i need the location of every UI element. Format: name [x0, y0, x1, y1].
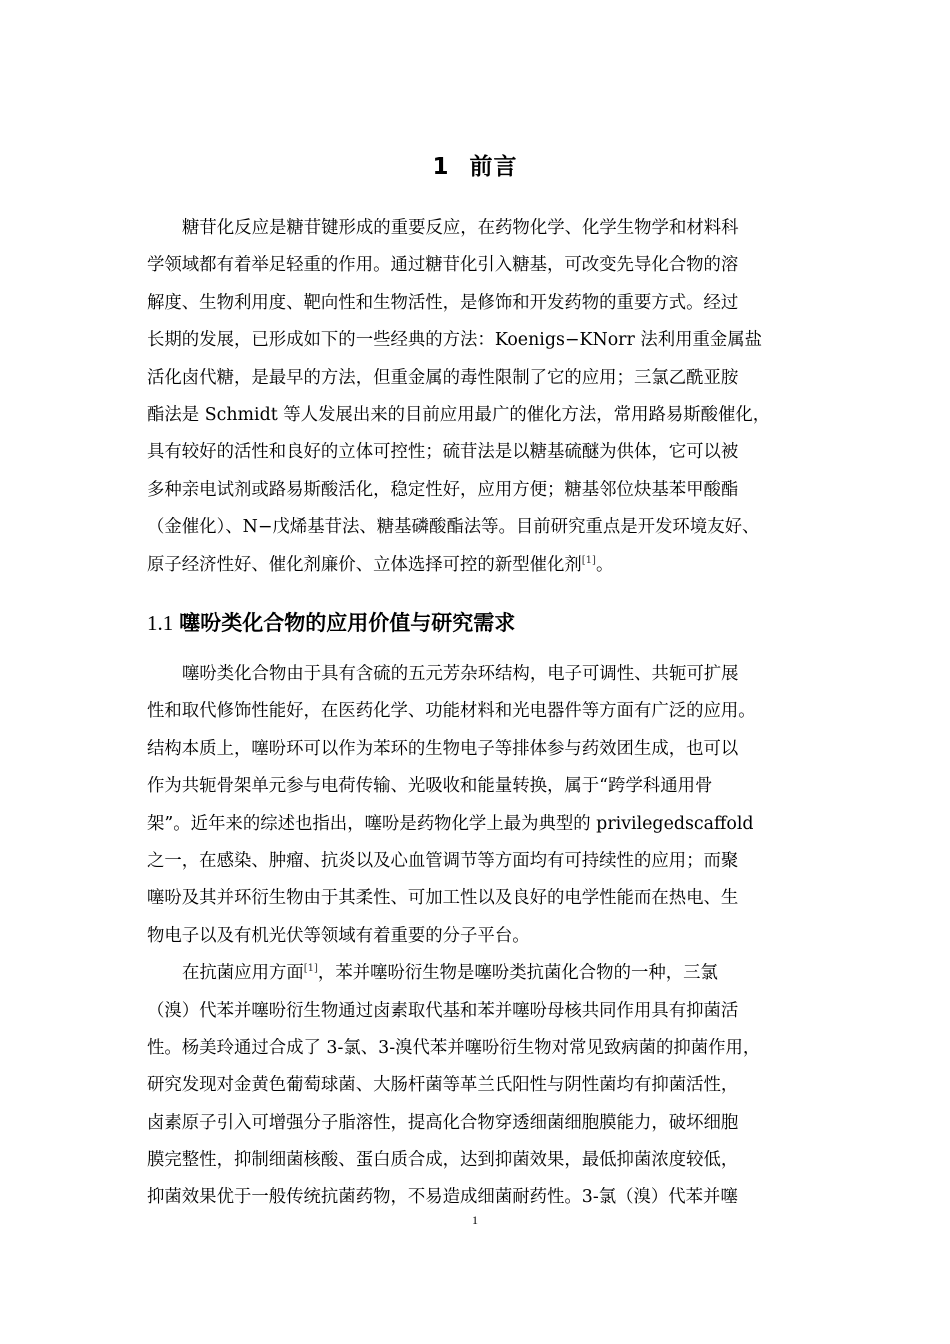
text-line — [147, 955, 827, 992]
citation-reference[interactable]: [1] — [303, 963, 318, 975]
text-line: 结构本质上，噻吩环可以作为苯环的生物电子等排体参与药效团生成，也可以 — [147, 738, 739, 759]
section-number: 1.1 — [147, 611, 174, 635]
text-line: （金催化）、N−戊烯基苷法、糖基磷酸酯法等。目前研究重点是开发环境友好、 — [147, 517, 760, 538]
text-line: 多种亲电试剂或路易斯酸活化，稳定性好，应用方便；糖基邻位炔基苯甲酸酯 — [147, 479, 739, 500]
text-line: 性。杨美玲通过合成了 3-氯、3-溴代苯并噻吩衍生物对常见致病菌的抑菌作用， — [147, 1037, 761, 1058]
text-line-content: ，苯并噻吩衍生物是噻吩类抗菌化合物的一种，三氯 — [317, 963, 718, 984]
chapter-number: 1 — [432, 154, 450, 180]
citation-reference[interactable]: [1] — [581, 554, 596, 566]
section-heading — [147, 607, 515, 637]
chapter-title — [0, 148, 950, 181]
chapter-title-text: 前言 — [469, 154, 518, 180]
text-line: 具有较好的活性和良好的立体可控性；硫苷法是以糖基硫醚为供体，它可以被 — [147, 442, 739, 463]
text-line: 作为共轭骨架单元参与电荷传输、光吸收和能量转换，属于“跨学科通用骨 — [147, 776, 713, 797]
paragraph-thiophene-value — [147, 656, 827, 1217]
text-line: 抑菌效果优于一般传统抗菌药物，不易造成细菌耐药性。3-氯（溴）代苯并噻 — [147, 1187, 738, 1208]
text-line: 之一，在感染、肿瘤、抗炎以及心血管调节等方面均有可持续性的应用；而聚 — [147, 850, 739, 871]
section-title-text: 噻吩类化合物的应用价值与研究需求 — [179, 611, 516, 635]
text-line: 性和取代修饰性能好，在医药化学、功能材料和光电器件等方面有广泛的应用。 — [147, 701, 756, 722]
text-line: 卤素原子引入可增强分子脂溶性，提高化合物穿透细菌细胞膜能力，破坏细胞 — [147, 1112, 739, 1133]
page-number: 1 — [472, 1213, 478, 1227]
text-line: 噻吩及其并环衍生物由于其柔性、可加工性以及良好的电学性能而在热电、生 — [147, 888, 739, 909]
text-line-content: 原子经济性好、催化剂廉价、立体选择可控的新型催化剂 — [147, 554, 582, 575]
text-line: 长期的发展，已形成如下的一些经典的方法：Koenigs−KNorr 法利用重金属盐 — [147, 330, 763, 351]
text-line: 研究发现对金黄色葡萄球菌、大肠杆菌等革兰氏阳性与阴性菌均有抑菌活性， — [147, 1075, 739, 1096]
text-line: 噻吩类化合物由于具有含硫的五元芳杂环结构，电子可调性、共轭可扩展 — [182, 664, 739, 684]
text-line: 物电子以及有机光伏等领域有着重要的分子平台。 — [147, 925, 530, 946]
text-line: 膜完整性，抑制细菌核酸、蛋白质合成，达到抑菌效果，最低抑菌浓度较低， — [147, 1150, 739, 1171]
text-line: 酯法是 Schmidt 等人发展出来的目前应用最广的催化方法，常用路易斯酸催化， — [147, 404, 771, 425]
text-line-start: 在抗菌应用方面 — [182, 963, 304, 984]
text-line: 架”。近年来的综述也指出，噻吩是药物化学上最为典型的 privilegedscaffold — [147, 813, 754, 834]
text-line: （溴）代苯并噻吩衍生物通过卤素取代基和苯并噻吩母核共同作用具有抑菌活 — [147, 1000, 739, 1021]
text-line: 活化卤代糖，是最早的方法，但重金属的毒性限制了它的应用；三氯乙酰亚胺 — [147, 367, 739, 388]
text-line: 糖苷化反应是糖苷键形成的重要反应，在药物化学、化学生物学和材料科 — [182, 218, 739, 238]
text-line: 学领域都有着举足轻重的作用。通过糖苷化引入糖基，可改变先导化合物的溶 — [147, 255, 739, 276]
text-line: 解度、生物利用度、靶向性和生物活性，是修饰和开发药物的重要方式。经过 — [147, 292, 739, 313]
text-line-end: 。 — [595, 554, 614, 575]
text-line — [147, 547, 827, 584]
paragraph-glycosylation — [147, 210, 827, 584]
